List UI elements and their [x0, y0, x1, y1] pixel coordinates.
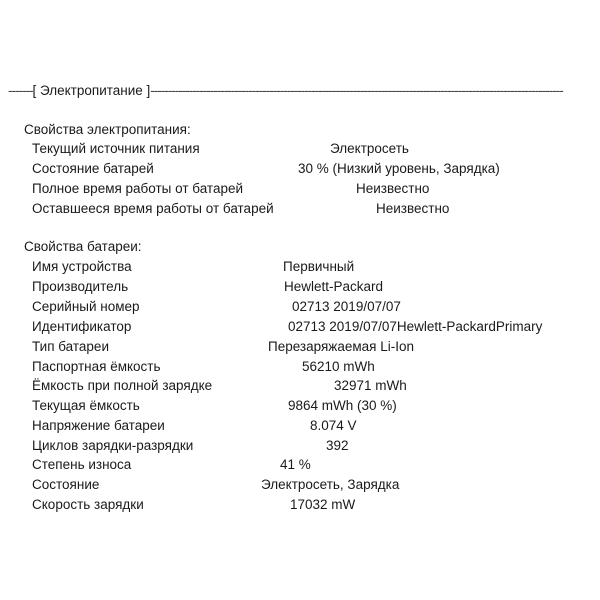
battery-label-identifier: Идентификатор [32, 319, 132, 334]
power-value-full-time: Неизвестно [356, 181, 430, 196]
battery-value-current-capacity: 9864 mWh (30 %) [288, 398, 397, 413]
battery-value-serial: 02713 2019/07/07 [292, 299, 401, 314]
power-label-battery-state: Состояние батарей [32, 161, 154, 176]
power-value-source: Электросеть [330, 141, 409, 156]
header-left-dashes: ------- [8, 83, 33, 98]
battery-label-state: Состояние [32, 477, 100, 492]
power-label-full-time: Полное время работы от батарей [32, 181, 244, 196]
battery-properties-heading: Свойства батареи: [24, 239, 142, 254]
battery-label-manufacturer: Производитель [32, 279, 129, 294]
battery-value-design-capacity: 56210 mWh [302, 359, 375, 374]
battery-label-design-capacity: Паспортная ёмкость [32, 359, 161, 374]
battery-label-full-charge-capacity: Ёмкость при полной зарядке [32, 378, 213, 393]
power-label-remaining-time: Оставшееся время работы от батарей [32, 201, 274, 216]
battery-label-current-capacity: Текущая ёмкость [32, 398, 140, 413]
battery-label-voltage: Напряжение батареи [32, 418, 165, 433]
battery-label-cycles: Циклов зарядки-разрядки [32, 438, 194, 453]
battery-label-serial: Серийный номер [32, 299, 140, 314]
battery-label-device-name: Имя устройства [32, 259, 132, 274]
battery-label-wear: Степень износа [32, 457, 132, 472]
battery-value-identifier: 02713 2019/07/07Hewlett-PackardPrimary [288, 319, 543, 334]
battery-value-device-name: Первичный [283, 259, 355, 274]
battery-value-full-charge-capacity: 32971 mWh [334, 378, 407, 393]
header-right-dashes: ---------------------------------------------------------------------------------------------------------------------- [150, 83, 563, 98]
battery-value-manufacturer: Hewlett-Packard [284, 279, 384, 294]
battery-value-charge-rate: 17032 mW [290, 497, 356, 512]
battery-label-type: Тип батареи [32, 339, 109, 354]
power-value-remaining-time: Неизвестно [376, 201, 450, 216]
power-properties-heading: Свойства электропитания: [24, 122, 191, 137]
section-header-power [8, 82, 563, 100]
header-title: [ Электропитание ] [32, 83, 151, 98]
battery-value-wear: 41 % [280, 457, 311, 472]
power-label-source: Текущий источник питания [32, 141, 200, 156]
battery-value-state: Электросеть, Зарядка [261, 477, 400, 492]
battery-label-charge-rate: Скорость зарядки [32, 497, 144, 512]
battery-value-cycles: 392 [326, 438, 349, 453]
power-value-battery-state: 30 % (Низкий уровень, Зарядка) [298, 161, 500, 176]
battery-value-voltage: 8.074 V [310, 418, 357, 433]
battery-value-type: Перезаряжаемая Li-Ion [268, 339, 414, 354]
